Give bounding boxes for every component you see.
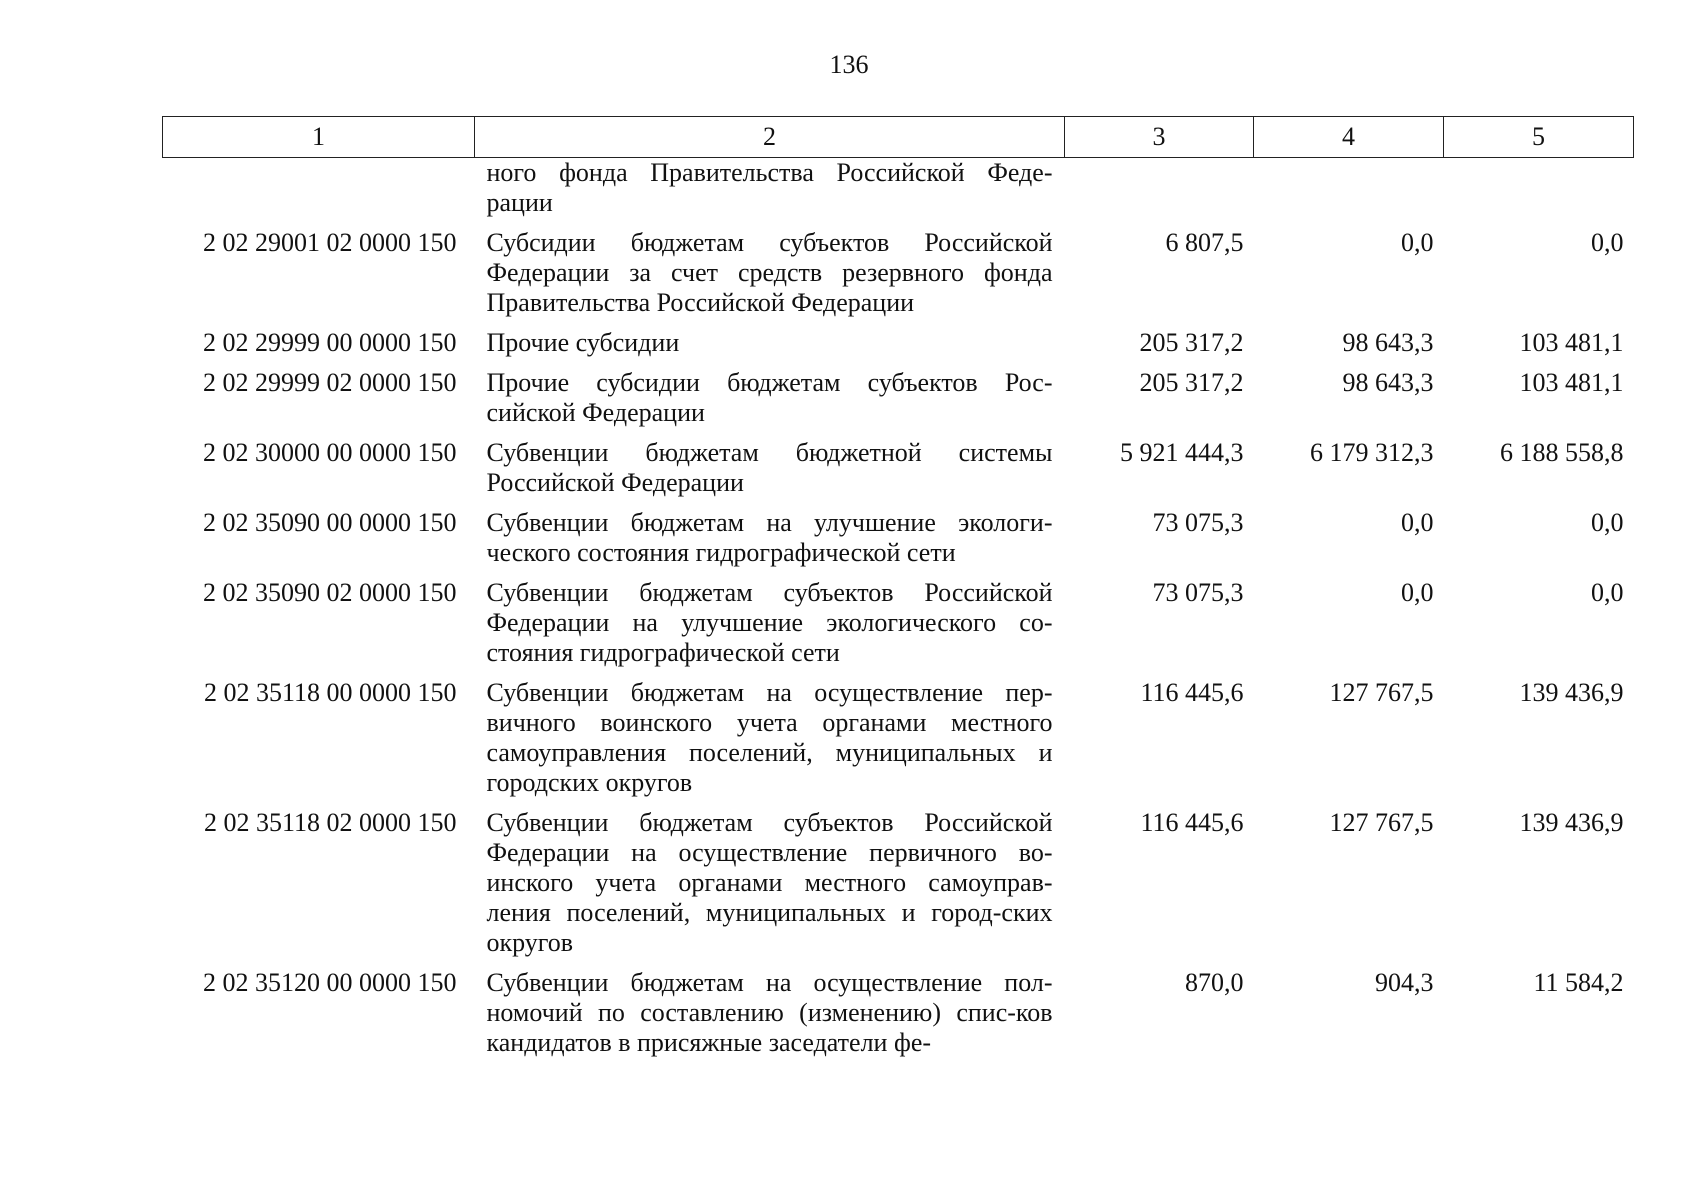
row-name: ного фонда Правительства Российской Феде-рации [486, 158, 1053, 217]
header-col-2: 2 [475, 117, 1065, 158]
table-row [163, 224, 1634, 324]
row-value-5: 6 188 558,8 [1500, 438, 1624, 467]
header-col-4: 4 [1254, 117, 1444, 158]
header-col-1: 1 [163, 117, 475, 158]
table-row [163, 804, 1634, 964]
table-row [163, 574, 1634, 674]
header-col-5: 5 [1444, 117, 1634, 158]
row-value-5: 103 481,1 [1519, 328, 1624, 357]
row-value-5: 103 481,1 [1519, 368, 1624, 397]
row-value-3: 205 317,2 [1139, 368, 1244, 397]
header-col-3: 3 [1065, 117, 1254, 158]
row-value-5: 11 584,2 [1533, 968, 1624, 997]
table-body [163, 158, 1634, 1065]
row-value-3: 870,0 [1185, 968, 1244, 997]
row-name: Прочие субсидии [486, 328, 680, 357]
table-row [163, 434, 1634, 504]
row-value-4: 0,0 [1401, 508, 1434, 537]
row-value-4: 6 179 312,3 [1310, 438, 1434, 467]
row-value-4: 127 767,5 [1329, 678, 1434, 707]
row-value-4: 127 767,5 [1329, 808, 1434, 837]
row-value-3 [1065, 158, 1254, 225]
row-value-5 [1444, 158, 1634, 225]
row-value-4: 904,3 [1375, 968, 1434, 997]
table-row [163, 324, 1634, 364]
row-code: 2 02 35118 02 0000 150 [203, 808, 457, 837]
row-value-4: 0,0 [1401, 578, 1434, 607]
row-value-3: 73 075,3 [1152, 578, 1244, 607]
row-name: Субвенции бюджетам субъектов Российской Федерации на улучшение экологического со-стояния гидрографической сети [486, 578, 1053, 667]
row-value-3: 6 807,5 [1165, 228, 1244, 257]
row-value-4 [1254, 158, 1444, 225]
row-name: Субвенции бюджетам на осуществление пол-номочий по составлению (изменению) спис-ков кандидатов в присяжные заседатели фе- [486, 968, 1053, 1057]
row-code: 2 02 29999 00 0000 150 [203, 328, 457, 357]
row-value-4: 98 643,3 [1342, 328, 1434, 357]
row-value-5: 0,0 [1591, 578, 1624, 607]
row-value-3: 205 317,2 [1139, 328, 1244, 357]
table-header [163, 117, 1634, 158]
row-code: 2 02 35120 00 0000 150 [203, 968, 457, 997]
row-name: Субвенции бюджетам субъектов Российской Федерации на осуществление первичного во-инского учета органами местного самоуправ-ления поселений, муниципальных и город-ских округов [486, 808, 1053, 957]
table-row [163, 504, 1634, 574]
row-name: Субвенции бюджетам на осуществление пер-вичного воинского учета органами местного самоуправления поселений, муниципальных и городских округов [486, 678, 1053, 797]
header-row [163, 117, 1634, 158]
row-code [163, 158, 475, 225]
table-row [163, 674, 1634, 804]
row-code: 2 02 35118 00 0000 150 [203, 678, 457, 707]
row-code: 2 02 35090 02 0000 150 [203, 578, 457, 607]
row-value-5: 0,0 [1591, 228, 1624, 257]
continuation-row [163, 158, 1634, 225]
table-row [163, 364, 1634, 434]
row-name: Субвенции бюджетам бюджетной системы Российской Федерации [486, 438, 1053, 497]
row-code: 2 02 30000 00 0000 150 [203, 438, 457, 467]
budget-table [162, 116, 1634, 1064]
row-name: Субсидии бюджетам субъектов Российской Федерации за счет средств резервного фонда Правительства Российской Федерации [486, 228, 1053, 317]
row-value-5: 139 436,9 [1519, 678, 1624, 707]
row-name: Прочие субсидии бюджетам субъектов Рос-сийской Федерации [486, 368, 1053, 427]
table-row [163, 964, 1634, 1064]
row-value-3: 116 445,6 [1140, 678, 1244, 707]
page-number: 136 [829, 50, 869, 79]
row-name: Субвенции бюджетам на улучшение экологи-ческого состояния гидрографической сети [486, 508, 1053, 567]
row-value-3: 116 445,6 [1140, 808, 1244, 837]
row-code: 2 02 35090 00 0000 150 [203, 508, 457, 537]
row-code: 2 02 29999 02 0000 150 [203, 368, 457, 397]
row-value-5: 0,0 [1591, 508, 1624, 537]
row-value-3: 5 921 444,3 [1120, 438, 1244, 467]
row-value-3: 73 075,3 [1152, 508, 1244, 537]
row-value-4: 0,0 [1401, 228, 1434, 257]
row-value-4: 98 643,3 [1342, 368, 1434, 397]
row-code: 2 02 29001 02 0000 150 [203, 228, 457, 257]
row-value-5: 139 436,9 [1519, 808, 1624, 837]
